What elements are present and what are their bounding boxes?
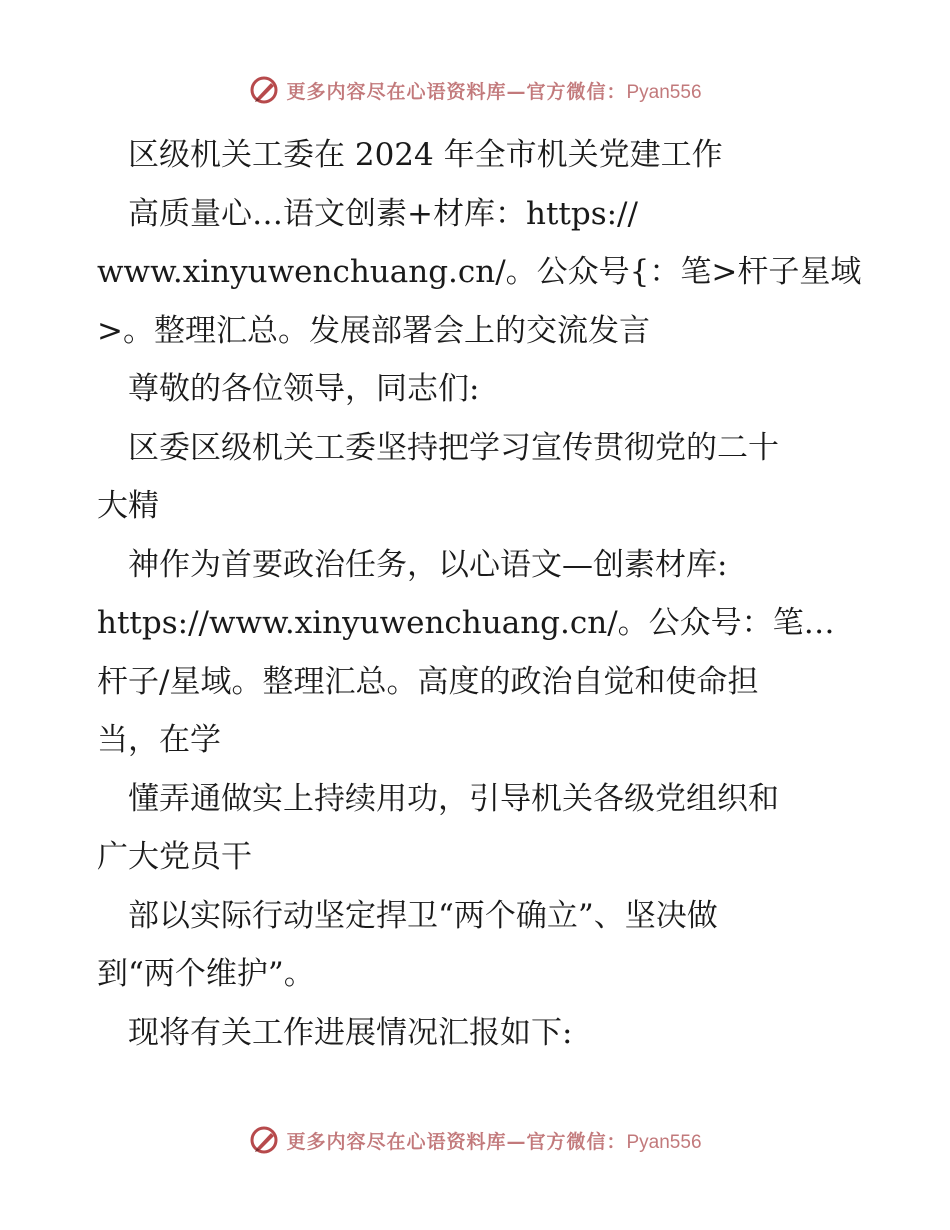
text-line: 部以实际行动坚定捍卫“两个确立”、坚决做 bbox=[97, 897, 718, 934]
text-line: 大精 bbox=[97, 488, 159, 524]
pen-logo-icon bbox=[248, 1124, 280, 1156]
banner-text: 更多内容尽在心语资料库—官方微信：Pyan556 bbox=[286, 1130, 702, 1153]
banner-text: 更多内容尽在心语资料库—官方微信：Pyan556 bbox=[286, 80, 702, 103]
header-banner bbox=[0, 70, 950, 110]
text-line: https://www.xinyuwenchuang.cn/。公众号：笔… bbox=[97, 605, 835, 641]
text-line: 区委区级机关工委坚持把学习宣传贯彻党的二十 bbox=[97, 429, 779, 466]
text-line: 现将有关工作进展情况汇报如下: bbox=[97, 1014, 573, 1051]
footer-banner bbox=[0, 1120, 950, 1160]
text-line: 广大党员干 bbox=[97, 839, 252, 875]
text-line: 神作为首要政治任务，以心语文—创素材库: bbox=[97, 546, 728, 583]
document-body bbox=[97, 126, 862, 1062]
text-line: 区级机关工委在 2024 年全市机关党建工作 bbox=[97, 137, 723, 173]
text-line: 到“两个维护”。 bbox=[97, 956, 315, 992]
text-line: 当，在学 bbox=[97, 722, 221, 758]
text-line: 杆子/星域。整理汇总。高度的政治自觉和使命担 bbox=[97, 663, 759, 700]
text-line: >。整理汇总。发展部署会上的交流发言 bbox=[97, 312, 650, 349]
pen-logo-icon bbox=[248, 74, 280, 106]
text-line: www.xinyuwenchuang.cn/。公众号{：笔>杆子星域 bbox=[97, 254, 862, 290]
text-line: 懂弄通做实上持续用功，引导机关各级党组织和 bbox=[97, 780, 779, 817]
text-line: 高质量心…语文创素+材库：https:// bbox=[97, 195, 638, 232]
text-line: 尊敬的各位领导，同志们: bbox=[97, 371, 480, 407]
